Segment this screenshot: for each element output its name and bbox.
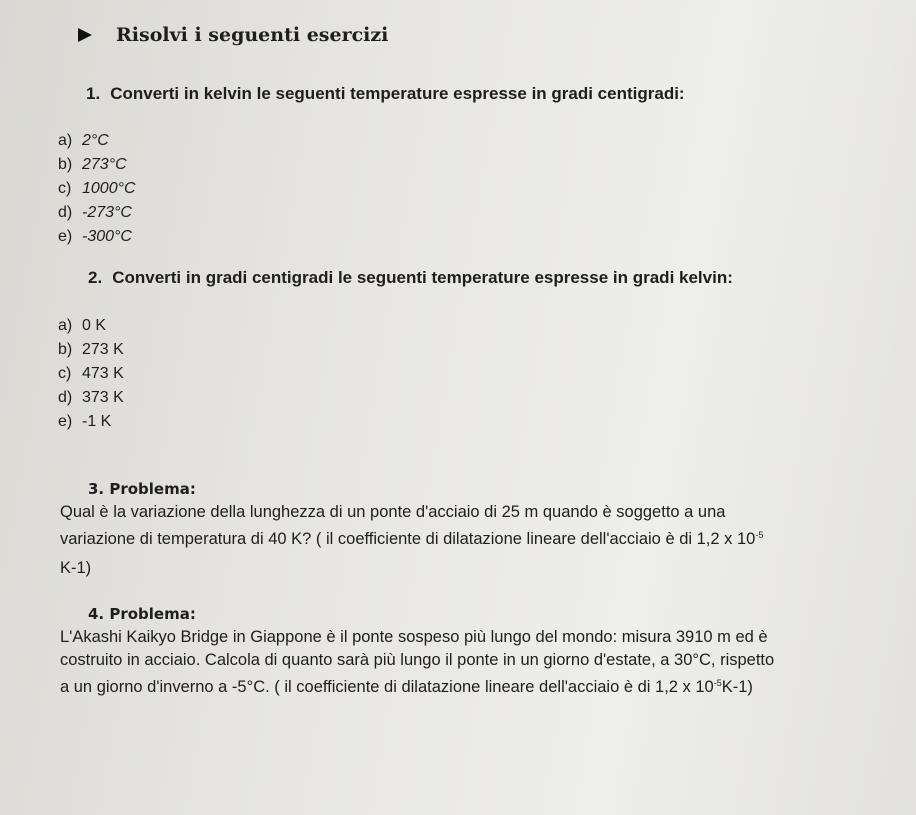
list-item: c) 473 K [58,365,124,382]
list-item: a) 0 K [58,317,107,334]
question-1-list [58,129,136,249]
problem-4-line-3: a un giorno d'inverno a -5°C. ( il coefficiente di dilatazione lineare dell'acciaio è di 1,2 x $10^{-5}K-1$) [60,678,753,696]
list-item: d) -273°C [58,204,132,221]
list-item: e) -300°C [58,228,132,245]
question-2-list [58,314,124,434]
problem-3-line-2: variazione di temperatura di 40 K? ( il coefficiente di dilatazione lineare dell'acciaio è di 1,2 x $10^{-5}$ [60,530,764,548]
problem-4-title: 4. Problema: [88,605,196,623]
list-item: e) -1 K [58,413,112,430]
list-item: d) 373 K [58,389,124,406]
problem-3 [60,478,763,580]
question-1-title [86,84,685,104]
question-1-number: 1. [86,84,101,103]
bullet-arrow-icon [78,28,92,42]
list-item: c) 1000°C [58,180,136,197]
heading-text: Risolvi i seguenti esercizi [116,24,389,46]
problem-4 [60,603,774,699]
list-item: b) 273 K [58,341,124,358]
problem-3-line-3: K-1) [60,559,92,577]
list-item: b) 273°C [58,156,127,173]
problem-4-line-2: costruito in acciaio. Calcola di quanto sarà più lungo il ponte in un giorno d'estate, a 30°C, rispetto [60,651,775,669]
problem-3-title: 3. Problema: [88,480,196,498]
problem-3-line-1: Qual è la variazione della lunghezza di un ponte d'acciaio di 25 m quando è soggetto a una [60,503,726,521]
question-2-number: 2. [88,268,103,287]
question-2-title [88,268,733,288]
list-item: a) 2°C [58,132,109,149]
question-2-text: Converti in gradi centigradi le seguenti temperature espresse in gradi kelvin: [112,268,733,287]
question-1-text: Converti in kelvin le seguenti temperature espresse in gradi centigradi: [110,84,685,103]
worksheet-heading [78,24,388,46]
problem-4-line-1: L'Akashi Kaikyo Bridge in Giappone è il ponte sospeso più lungo del mondo: misura 3910 m ed è [60,628,768,646]
